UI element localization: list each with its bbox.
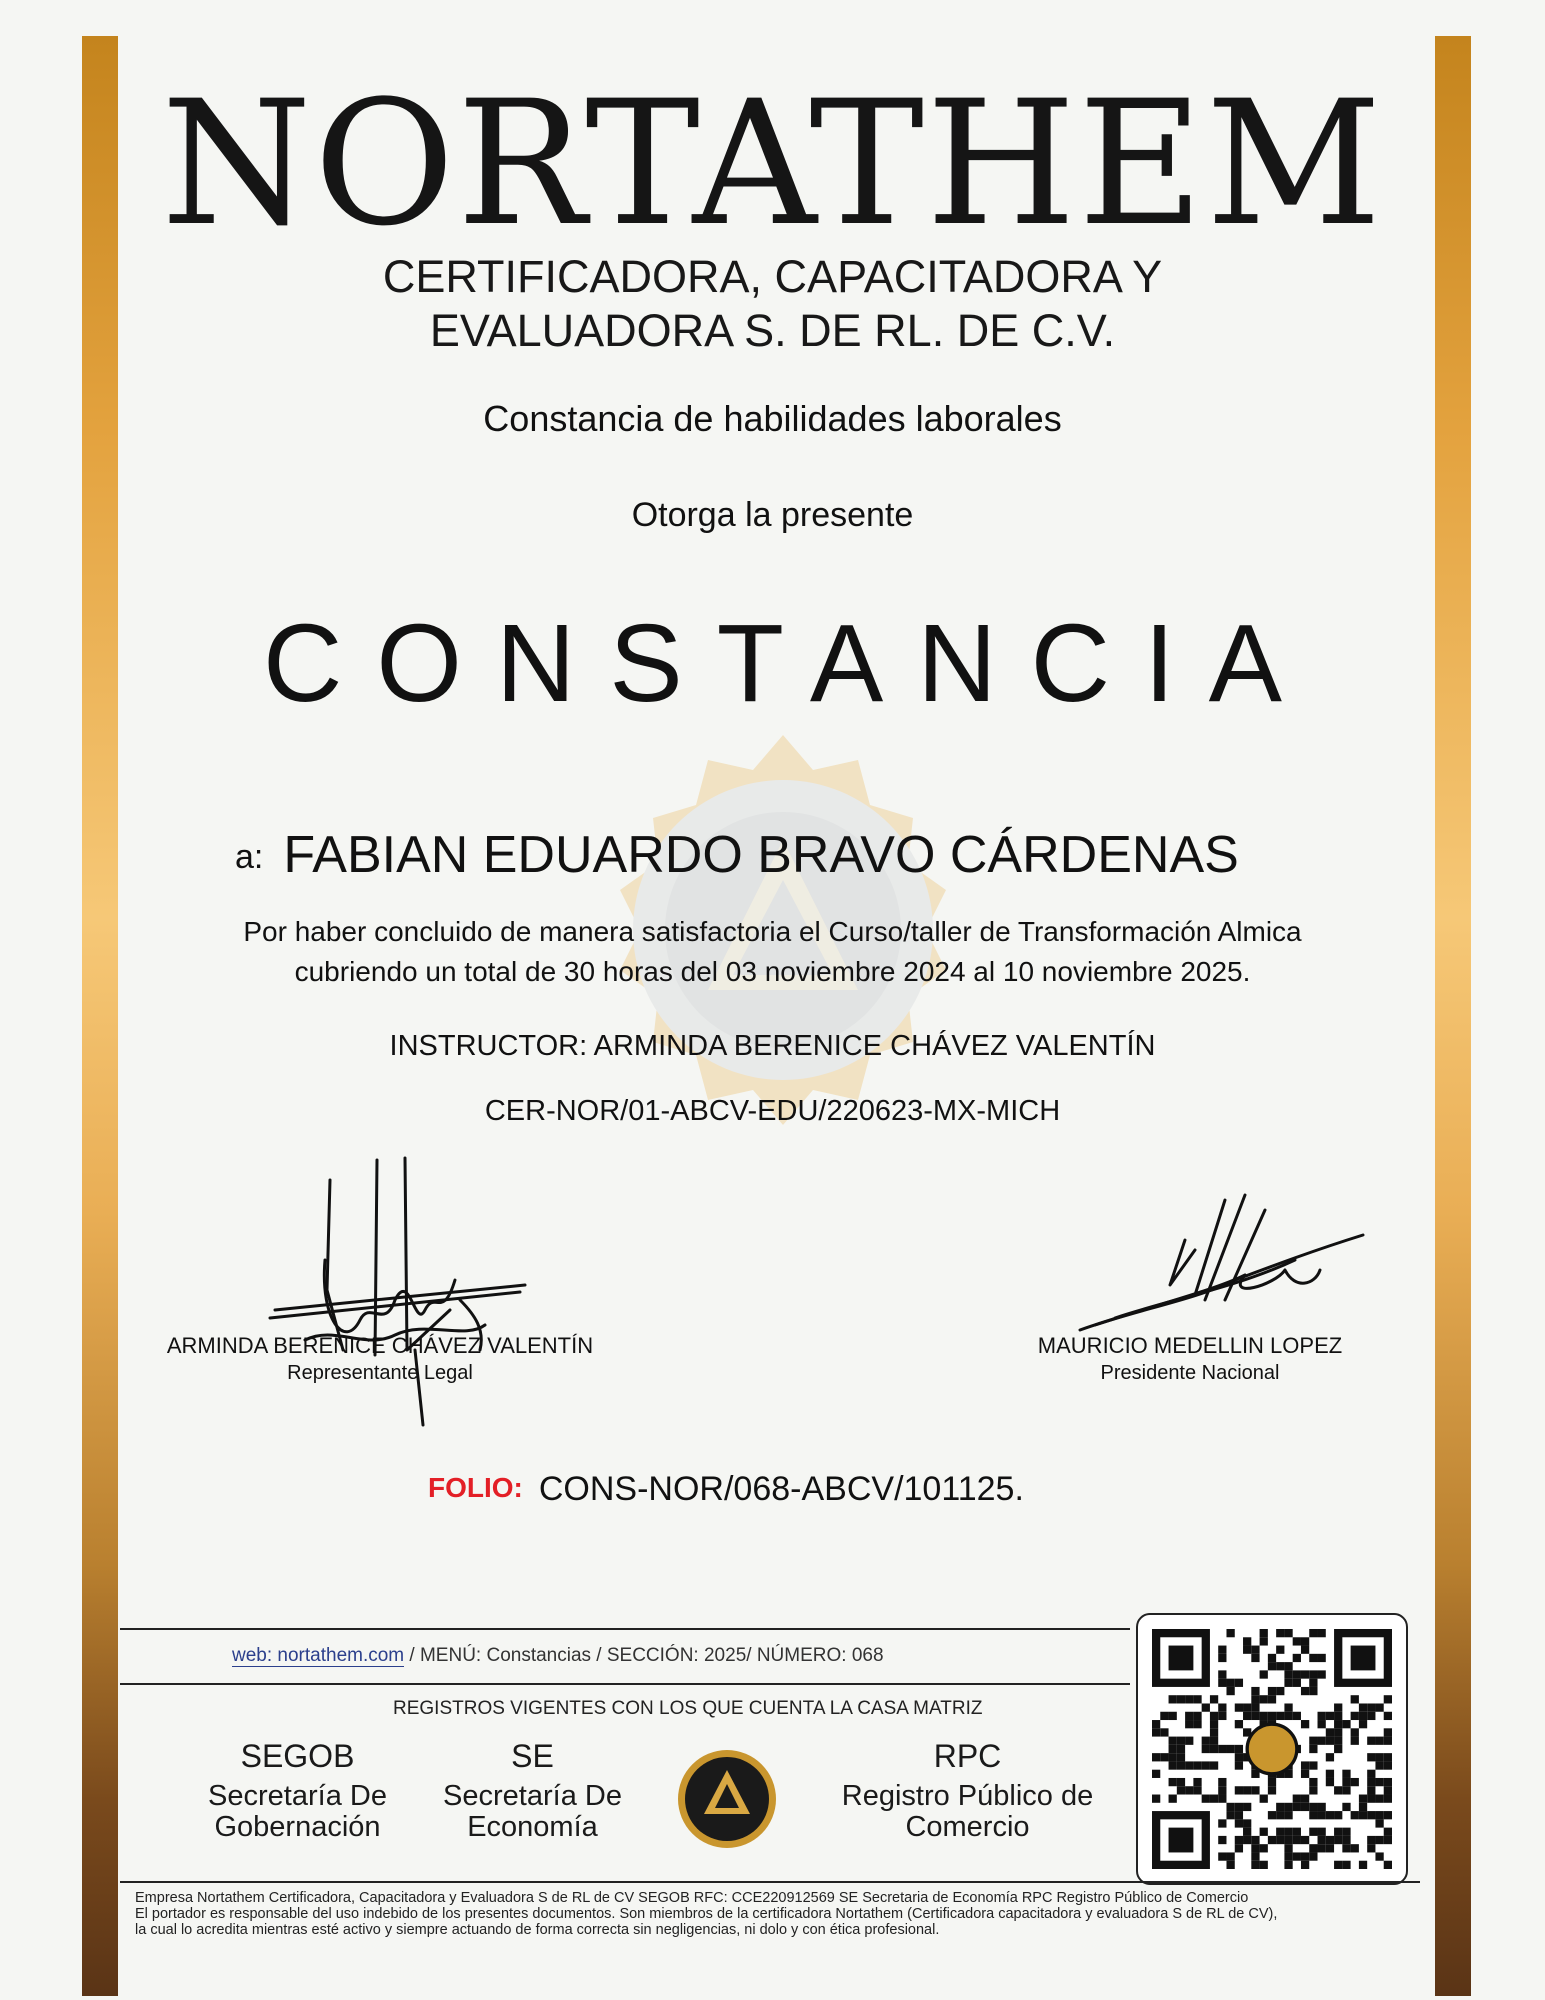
divider-top xyxy=(120,1628,1130,1630)
qr-code-pattern xyxy=(1152,1629,1392,1869)
company-name xyxy=(0,250,1545,358)
registry-segob xyxy=(190,1738,405,1843)
document-type: Constancia de habilidades laborales xyxy=(483,398,1062,439)
recipient-prefix: a: xyxy=(235,838,264,876)
recipient-name: FABIAN EDUARDO BRAVO CÁRDENAS xyxy=(283,826,1239,884)
certificate-heading: CONSTANCIA xyxy=(262,602,1316,725)
company-badge-icon xyxy=(676,1748,778,1850)
registry-abbr: SE xyxy=(511,1738,554,1774)
web-path: / MENÚ: Constancias / SECCIÓN: 2025/ NÚMERO: 068 xyxy=(404,1645,884,1666)
qr-code-icon[interactable] xyxy=(1136,1613,1408,1885)
registry-abbr: SEGOB xyxy=(240,1738,355,1774)
left-signer-name: ARMINDA BERENICE CHÁVEZ VALENTÍN xyxy=(166,1333,594,1358)
divider-middle xyxy=(120,1683,1130,1685)
registry-line1: Registro Público de xyxy=(841,1780,1094,1812)
right-signer-name: MAURICIO MEDELLIN LOPEZ xyxy=(1037,1333,1343,1358)
right-signer-role: Presidente Nacional xyxy=(1100,1362,1280,1384)
recipient xyxy=(235,825,1239,885)
divider-bottom xyxy=(120,1881,1420,1883)
grant-text: Otorga la presente xyxy=(631,496,914,534)
footer-disclaimer xyxy=(135,1890,1415,1938)
folio xyxy=(428,1470,1024,1509)
registry-line1: Secretaría De xyxy=(443,1780,622,1812)
footer-line3: la cual lo acredita mientras esté activo y siempre actuando de forma correcta sin negligencias, ni dolo y con ética profesional. xyxy=(135,1922,940,1938)
certificate-code: CER-NOR/01-ABCV-EDU/220623-MX-MICH xyxy=(484,1095,1061,1127)
instructor: INSTRUCTOR: ARMINDA BERENICE CHÁVEZ VALENTÍN xyxy=(389,1030,1156,1062)
description xyxy=(0,912,1545,992)
footer-line1: Empresa Nortathem Certificadora, Capacitadora y Evaluadora S de RL de CV SEGOB RFC: CCE220912569 SE Secretaria de Economía RPC Registro Público de Comercio xyxy=(135,1890,1249,1906)
registry-abbr: RPC xyxy=(933,1738,1002,1774)
brand-logo-text: NORTATHEM xyxy=(161,63,1384,264)
description-line1: Por haber concluido de manera satisfactoria el Curso/taller de Transformación Almica xyxy=(243,916,1302,947)
company-name-line2: EVALUADORA S. DE RL. DE C.V. xyxy=(429,305,1116,356)
registry-se xyxy=(425,1738,640,1843)
left-signature-icon xyxy=(265,1150,535,1430)
folio-label: FOLIO: xyxy=(428,1472,523,1503)
website-link[interactable]: web: nortathem.com xyxy=(232,1645,405,1666)
company-name-line1: CERTIFICADORA, CAPACITADORA Y xyxy=(382,251,1163,302)
left-signer-role: Representante Legal xyxy=(287,1362,473,1384)
registry-rpc xyxy=(825,1738,1110,1843)
registries-title: REGISTROS VIGENTES CON LOS QUE CUENTA LA CASA MATRIZ xyxy=(393,1698,983,1719)
right-signature-icon xyxy=(1075,1190,1365,1350)
registry-line2: Gobernación xyxy=(214,1811,381,1843)
registry-line2: Comercio xyxy=(905,1811,1030,1843)
registry-line2: Economía xyxy=(467,1811,598,1843)
web-reference xyxy=(232,1645,884,1667)
description-line2: cubriendo un total de 30 horas del 03 noviembre 2024 al 10 noviembre 2025. xyxy=(294,956,1251,987)
folio-value: CONS-NOR/068-ABCV/101125. xyxy=(538,1470,1024,1508)
registry-line1: Secretaría De xyxy=(208,1780,387,1812)
footer-line2: El portador es responsable del uso indebido de los presentes documentos. Son miembros de la certificadora Nortathem (Certificadora capacitadora y evaluadora S de RL de CV), xyxy=(135,1906,1278,1922)
